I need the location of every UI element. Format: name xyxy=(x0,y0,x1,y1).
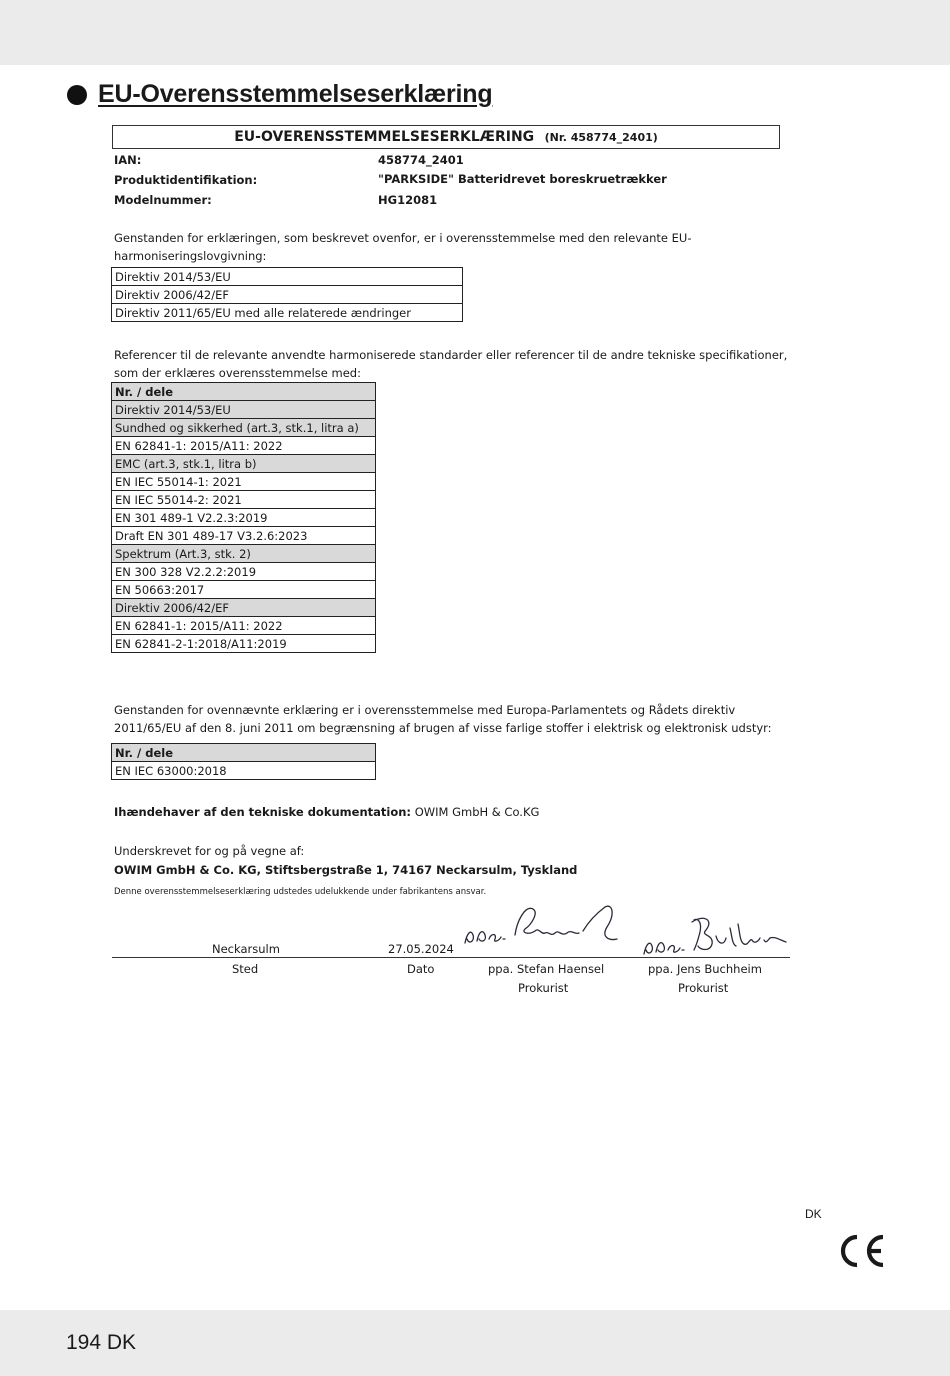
signer-2-role: Prokurist xyxy=(678,981,729,995)
table-row xyxy=(112,599,376,617)
table-row xyxy=(112,401,376,419)
signature-buchheim xyxy=(640,910,790,960)
signer-1-name: ppa. Stefan Haensel xyxy=(488,962,605,976)
signer-1-role: Prokurist xyxy=(518,981,569,995)
disclaimer-text: Denne overensstemmelseserklæring udstedes udelukkende under fabrikantens ansvar. xyxy=(114,887,487,897)
standard-cell: EN 300 328 V2.2.2:2019 xyxy=(112,563,376,581)
standard-cell: Direktiv 2006/42/EF xyxy=(112,599,376,617)
standard-cell: Direktiv 2014/53/EU xyxy=(112,401,376,419)
table-row xyxy=(112,635,376,653)
top-band xyxy=(0,0,950,65)
section-heading xyxy=(67,80,492,109)
declaration-number: (Nr. 458774_2401) xyxy=(544,131,658,144)
standard-cell: Nr. / dele xyxy=(112,383,376,401)
directive-cell: Direktiv 2014/53/EU xyxy=(112,268,463,286)
declaration-title: EU-OVERENSSTEMMELSESERKLÆRING xyxy=(234,129,535,145)
standards-table xyxy=(111,382,376,653)
model-value: HG12081 xyxy=(378,193,438,207)
standard-cell: EN 50663:2017 xyxy=(112,581,376,599)
table-row xyxy=(112,437,376,455)
intro-line-1: Genstanden for erklæringen, som beskrevet ovenfor, er i overensstemmelse med den relevante EU- xyxy=(114,231,692,245)
references-line-1: Referencer til de relevante anvendte harmoniserede standarder eller referencer til de andre tekniske specifikationer, xyxy=(114,348,788,362)
ian-label: IAN: xyxy=(114,153,142,167)
product-id-label: Produktidentifikation: xyxy=(114,173,258,187)
table-row xyxy=(112,286,463,304)
table-row xyxy=(112,491,376,509)
signed-for-label: Underskrevet for og på vegne af: xyxy=(114,844,305,858)
standard-cell: EN IEC 63000:2018 xyxy=(112,762,376,780)
table-row xyxy=(112,304,463,322)
table-row xyxy=(112,744,376,762)
product-id-value: "PARKSIDE" Batteridrevet boreskruetrækker xyxy=(378,172,667,186)
language-code: DK xyxy=(805,1207,822,1221)
directive-cell: Direktiv 2011/65/EU med alle relaterede ændringer xyxy=(112,304,463,322)
rohs-line-1: Genstanden for ovennævnte erklæring er i overensstemmelse med Europa-Parlamentets og Rådets direktiv xyxy=(114,703,736,717)
references-line-2: som der erklæres overensstemmelse med: xyxy=(114,366,361,380)
place-label: Sted xyxy=(232,962,259,976)
directive-cell: Direktiv 2006/42/EF xyxy=(112,286,463,304)
date-value: 27.05.2024 xyxy=(388,942,454,956)
intro-line-2: harmoniseringslovgivning: xyxy=(114,249,267,263)
holder-label: Ihændehaver af den tekniske dokumentation: xyxy=(114,805,412,819)
date-label: Dato xyxy=(407,962,435,976)
standard-cell: Nr. / dele xyxy=(112,744,376,762)
standard-cell: EMC (art.3, stk.1, litra b) xyxy=(112,455,376,473)
standard-cell: EN 62841-1: 2015/A11: 2022 xyxy=(112,617,376,635)
ce-mark-icon xyxy=(835,1233,887,1269)
standard-cell: Draft EN 301 489-17 V3.2.6:2023 xyxy=(112,527,376,545)
table-row xyxy=(112,527,376,545)
directives-table xyxy=(111,267,463,322)
table-row xyxy=(112,455,376,473)
signature-haensel xyxy=(455,895,630,955)
standard-cell: EN 62841-1: 2015/A11: 2022 xyxy=(112,437,376,455)
rohs-table xyxy=(111,743,376,780)
table-row xyxy=(112,762,376,780)
ian-value: 458774_2401 xyxy=(378,153,464,167)
table-row xyxy=(112,383,376,401)
signer-2-name: ppa. Jens Buchheim xyxy=(648,962,762,976)
standard-cell: Spektrum (Art.3, stk. 2) xyxy=(112,545,376,563)
standard-cell: Sundhed og sikkerhed (art.3, stk.1, litra a) xyxy=(112,419,376,437)
table-row xyxy=(112,563,376,581)
holder-line xyxy=(114,805,539,819)
table-row xyxy=(112,509,376,527)
standard-cell: EN 62841-2-1:2018/A11:2019 xyxy=(112,635,376,653)
table-row xyxy=(112,617,376,635)
company-address: OWIM GmbH & Co. KG, Stiftsbergstraße 1, 74167 Neckarsulm, Tyskland xyxy=(114,863,578,877)
standard-cell: EN 301 489-1 V2.2.3:2019 xyxy=(112,509,376,527)
table-row xyxy=(112,268,463,286)
heading-text: EU-Overensstemmelseserklæring xyxy=(98,80,493,108)
rohs-line-2: 2011/65/EU af den 8. juni 2011 om begrænsning af brugen af visse farlige stoffer i elektrisk og elektronisk udstyr: xyxy=(114,721,772,735)
model-label: Modelnummer: xyxy=(114,193,212,207)
table-row xyxy=(112,419,376,437)
page-number: 194 DK xyxy=(66,1331,137,1354)
holder-value: OWIM GmbH & Co.KG xyxy=(414,805,540,819)
table-row xyxy=(112,581,376,599)
signature-line xyxy=(112,957,790,958)
table-row xyxy=(112,473,376,491)
table-row xyxy=(112,545,376,563)
bullet-icon xyxy=(67,85,87,105)
bottom-band xyxy=(0,1310,950,1376)
standard-cell: EN IEC 55014-2: 2021 xyxy=(112,491,376,509)
declaration-title-box xyxy=(112,125,780,149)
standard-cell: EN IEC 55014-1: 2021 xyxy=(112,473,376,491)
place-value: Neckarsulm xyxy=(212,942,280,956)
